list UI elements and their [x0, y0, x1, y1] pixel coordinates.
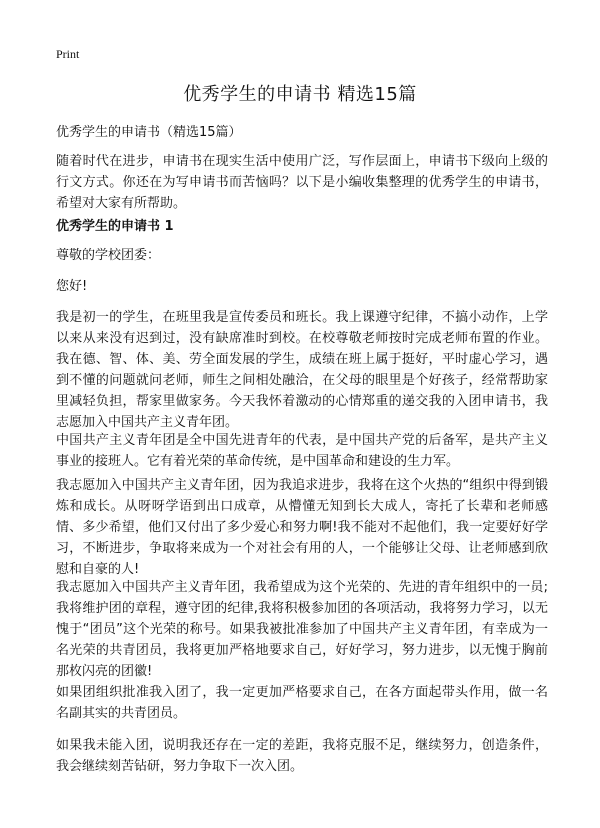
print-link[interactable]: Print [56, 47, 80, 61]
greeting: 您好! [56, 279, 88, 294]
section-heading: 优秀学生的申请书 1 [56, 219, 174, 234]
body-paragraph-5: 如果团组织批准我入团了，我一定更加严格要求自己，在各方面起带头作用，做一名名副其实的共青团员。 [56, 685, 548, 721]
body-paragraph-2: 中国共产主义青年团是全中国先进青年的代表，是中国共产党的后备军，是共产主义事业的接班人。它有着光荣的革命传统，是中国革命和建设的生力军。 [56, 433, 548, 469]
document-subtitle: 优秀学生的申请书（精选15篇） [56, 125, 242, 140]
document-title: 优秀学生的申请书 精选15篇 [183, 84, 417, 105]
body-paragraph-1: 我是初一的学生，在班里我是宣传委员和班长。我上课遵守纪律，不搞小动作，上学以来从来没有迟到过，没有缺席准时到校。在校尊敬老师按时完成老师布置的作业。我在德、智、体、美、劳全面发展的学生，成绩在班上属于挺好，平时虚心学习，遇到不懂的问题就问老师，师生之间相处融洽，在父母的眼里是个好孩子，经常帮助家里减轻负担，帮家里做家务。今天我怀着激动的心情郑重的递交我的入团申请书，我志愿加入中国共产主义青年团。 [56, 310, 548, 430]
body-paragraph-3: 我志愿加入中国共产主义青年团，因为我追求进步，我将在这个火热的“组织中得到锻炼和成长。从呀呀学语到出口成章，从懵懂无知到长大成人，寄托了长辈和老师感情、多少希望，他们又付出了多少爱心和努力啊!我不能对不起他们，我一定要好好学习，不断进步，争取将来成为一个对社会有用的人，一个能够让父母、让老师感到欣慰和自豪的人! [56, 478, 548, 577]
intro-paragraph: 随着时代在进步，申请书在现实生活中使用广泛，写作层面上，申请书下级向上级的行文方式。你还在为写申请书而苦恼吗？以下是小编收集整理的优秀学生的申请书，希望对大家有所帮助。 [56, 154, 548, 211]
salutation: 尊敬的学校团委： [56, 248, 161, 263]
body-paragraph-4: 我志愿加入中国共产主义青年团，我希望成为这个光荣的、先进的青年组织中的一员;我将维护团的章程，遵守团的纪律,我将积极参加团的各项活动，我将努力学习，以无愧于“团员”这个光荣的称号。如果我被批准参加了中国共产主义青年团，有幸成为一名光荣的共青团员，我将更加严格地要求自己，好好学习，努力进步，以无愧于胸前那枚闪亮的团徽! [56, 580, 548, 679]
body-paragraph-6: 如果我未能入团，说明我还存在一定的差距，我将克服不足，继续努力，创造条件，我会继续刻苦钻研，努力争取下一次入团。 [56, 738, 548, 774]
